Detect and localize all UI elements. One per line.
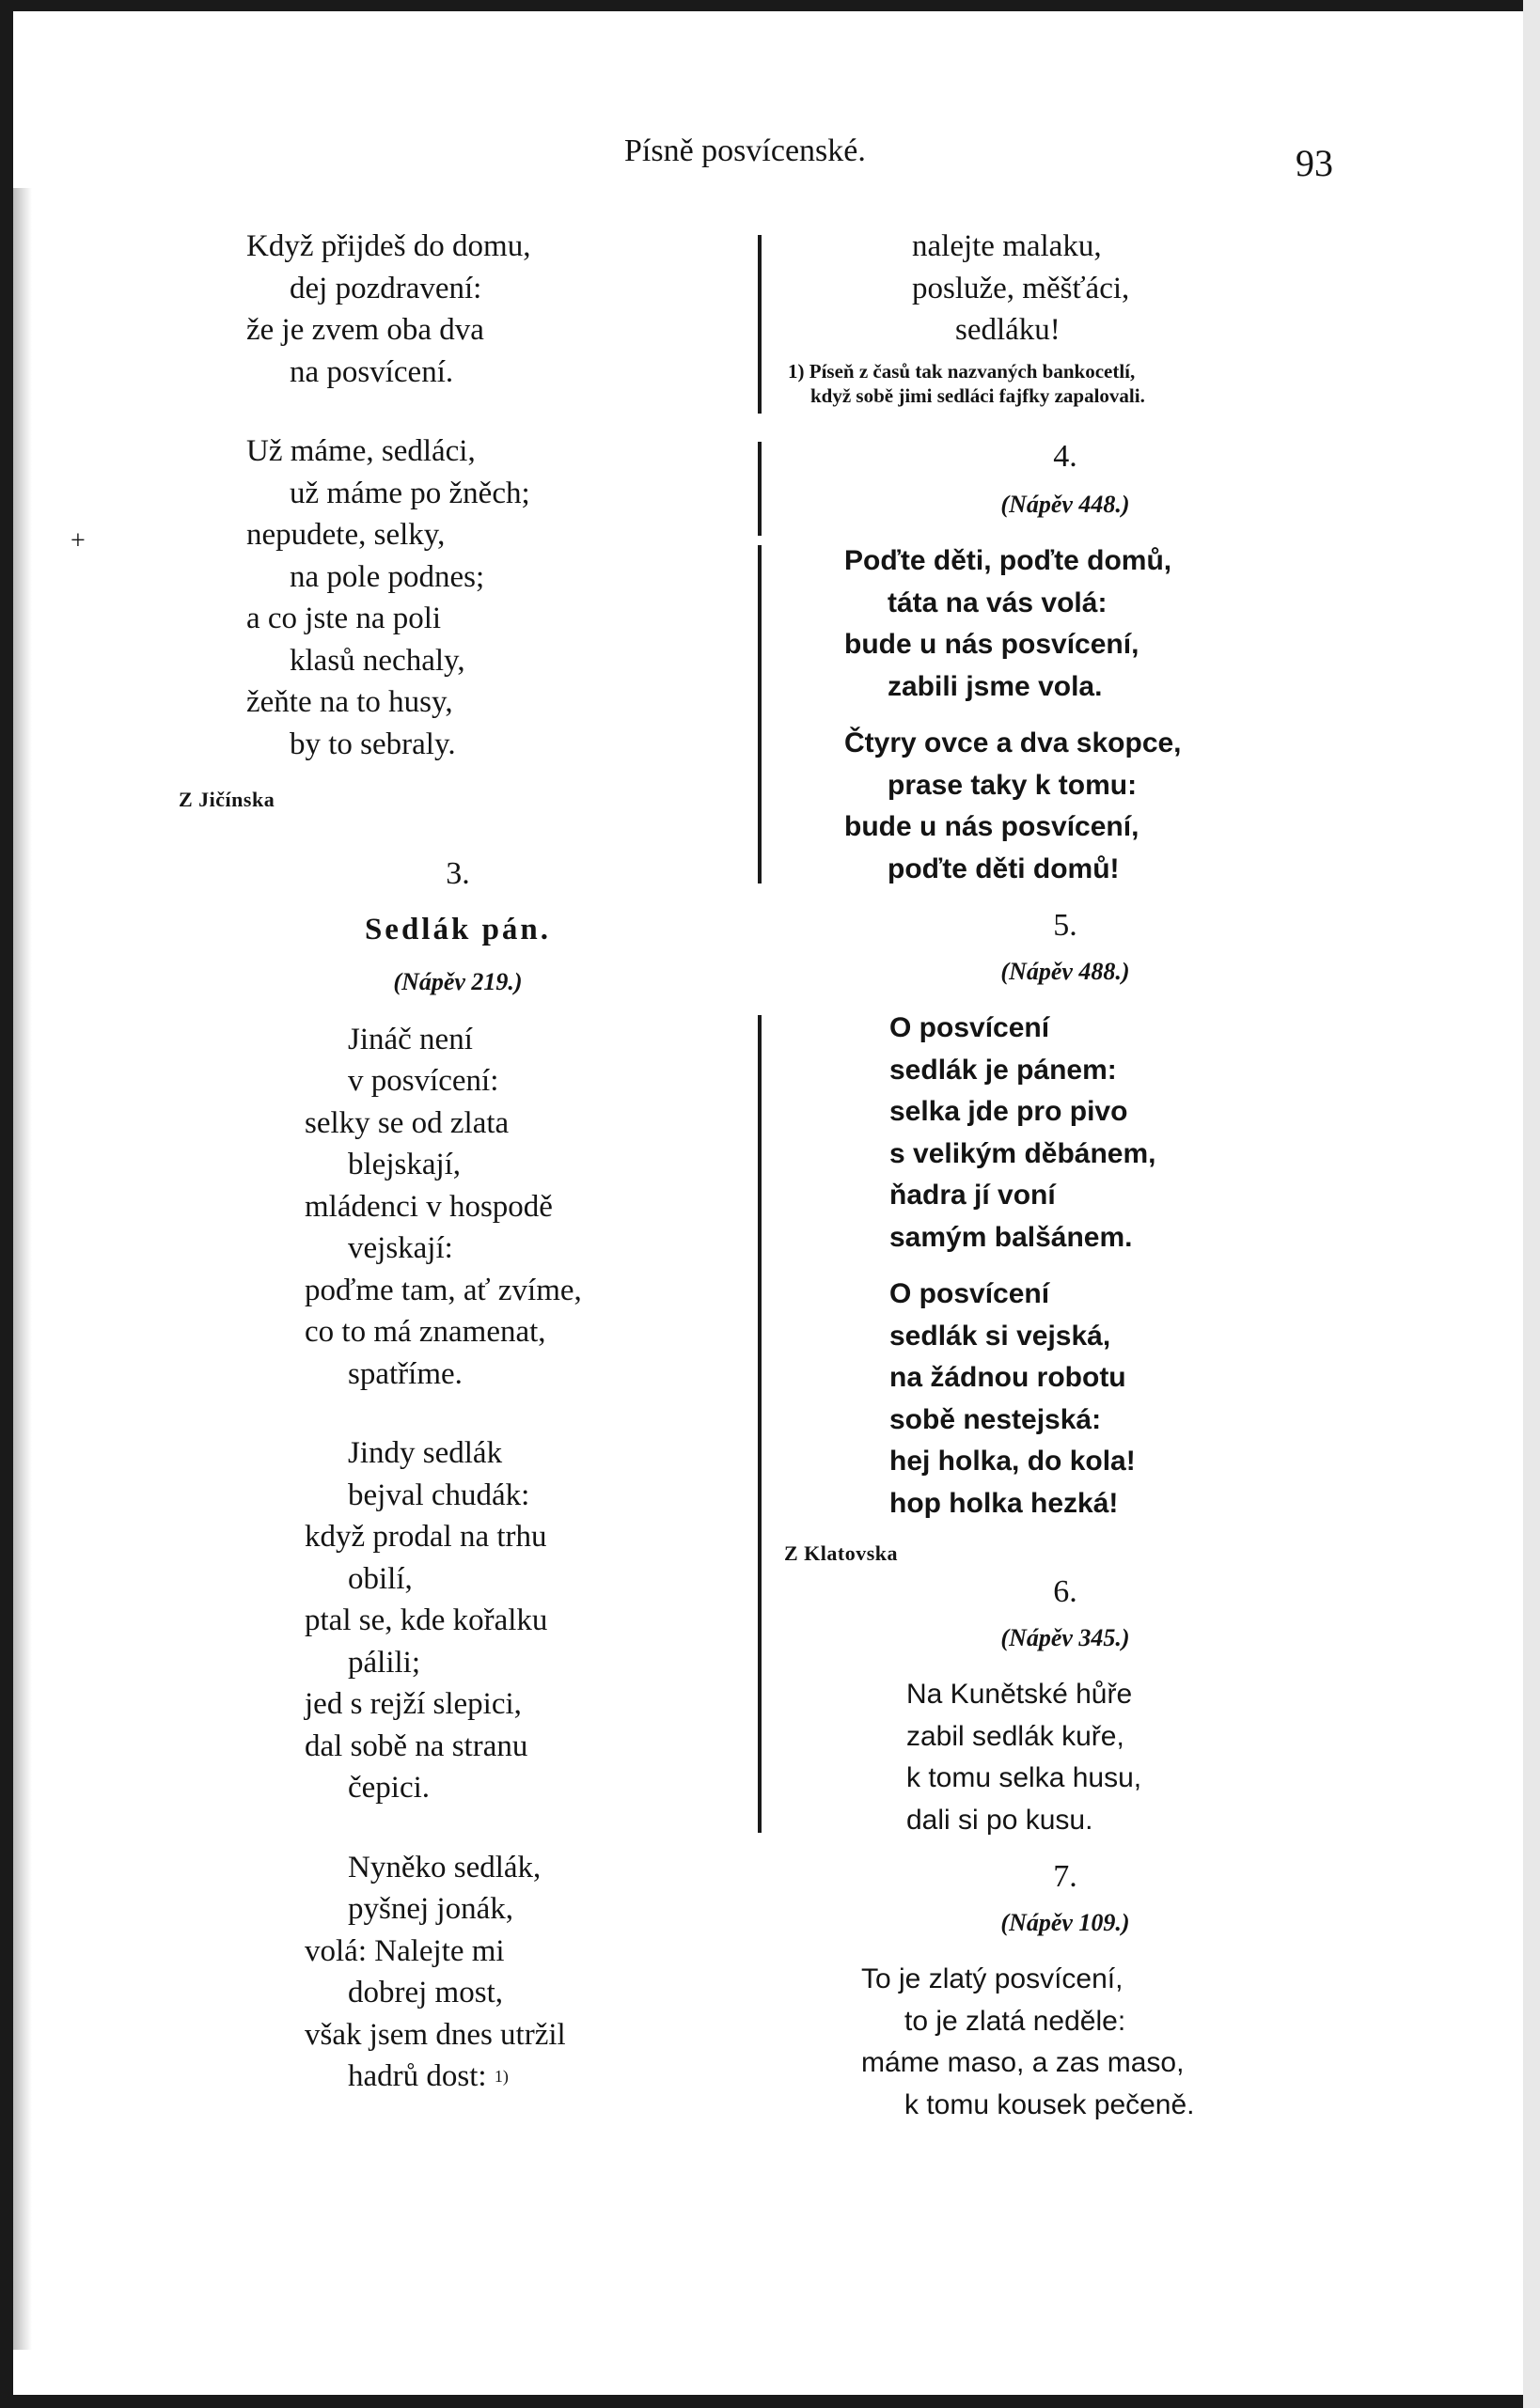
verse-line: hej holka, do kola! [889,1446,1136,1477]
verse-line: žeňte na to husy, [246,685,453,719]
verse-line: v posvícení: [348,1064,499,1098]
verse-line: O posvícení [889,1012,1050,1043]
verse-line [305,2056,716,2098]
column-divider [758,1015,762,1833]
verse-line: to je zlatá neděle: [904,2005,1126,2037]
verse-line: sedlák si vejská, [889,1320,1111,1352]
verse-line: už máme po žněch; [290,476,530,510]
song-source: Z Klatovska [784,1541,899,1565]
verse-line: Když přijdeš do domu, [246,229,531,263]
verse-line: Na Kunětské hůře [906,1679,1133,1710]
verse-line: když prodal na trhu [305,1520,547,1554]
right-column [844,226,1333,352]
verse-line: sobě nestejská: [889,1403,1102,1435]
song-6 [844,1571,1333,2126]
verse-line: Jináč není [348,1022,473,1056]
verse-line: nepudete, selky, [246,518,446,552]
page-number: 93 [1296,142,1333,184]
verse-line: Čtyry ovce a dva skopce, [844,727,1182,758]
stanza [844,723,1333,890]
stanza [889,1274,1333,1525]
verse-line: by to sebraly. [290,727,456,761]
verse-line: bejval chudák: [348,1478,530,1512]
verse-line: Poďte děti, poďte domů, [844,545,1172,576]
verse-line: spatříme. [348,1356,463,1391]
left-column [246,226,735,765]
verse-line: na žádnou robotu [889,1362,1126,1393]
verse-line: však jsem dnes utržil [305,2017,566,2052]
verse-line: bude u nás posvícení, [844,811,1139,842]
verse-line: hop holka hezká! [889,1487,1119,1519]
stanza [305,1847,716,2098]
tune-reference: (Nápěv 448.) [1000,490,1130,518]
scan-border-left [0,0,13,2408]
verse-line: k tomu kousek pečeně. [904,2088,1195,2120]
verse-text: hadrů dost: [348,2059,487,2093]
verse-line: O posvícení [889,1278,1050,1309]
song-number: 4. [1053,439,1077,474]
verse-line: na pole podnes; [290,559,485,594]
gutter-shadow [13,188,32,2350]
column-divider [758,442,762,536]
footnote-marker: 1) [788,360,805,383]
song-number: 3. [446,856,470,891]
verse-line: k tomu selka husu, [906,1762,1142,1793]
song-3 [246,853,716,2098]
margin-mark: + [71,526,86,555]
verse-line: zabili jsme vola. [888,670,1103,702]
verse-line: s velikým děbánem, [889,1137,1156,1169]
verse-line: selka jde pro pivo [889,1096,1128,1127]
verse-line: mládenci v hospodě [305,1189,553,1224]
verse-line: samým balšánem. [889,1221,1133,1253]
verse-line: nalejte malaku, [912,229,1102,263]
stanza [246,430,735,765]
verse-line: prase taky k tomu: [888,769,1138,801]
verse-line: vejskají: [348,1231,453,1265]
tune-reference: (Nápěv 345.) [1000,1623,1130,1651]
scan-border-top [0,0,1540,11]
verse-line: na posvícení. [290,354,454,389]
song-number: 7. [1053,1859,1077,1894]
column-divider [758,545,762,883]
verse-line: bude u nás posvícení, [844,629,1139,660]
scan-border-bottom [0,2395,1540,2408]
tune-reference: (Nápěv 109.) [1000,1908,1130,1936]
verse-line: máme maso, a zas maso, [861,2047,1185,2078]
verse-line: a co jste na poli [246,602,442,635]
verse-line: pyšnej jonák, [348,1892,513,1926]
verse-line: posluže, měšťáci, [912,271,1130,305]
song-number: 6. [1053,1574,1077,1609]
verse-line: pálili; [348,1645,420,1680]
stanza [906,1674,1333,1841]
verse-line: selky se od zlata [305,1105,510,1140]
verse-line: táta na vás volá: [888,586,1108,618]
verse-line: klasů nechaly, [290,643,465,678]
stanza [305,1432,716,1809]
verse-line: dali si po kusu. [906,1804,1093,1836]
stanza [246,226,735,393]
tune-reference: (Nápěv 488.) [1000,957,1130,985]
verse-line: sedlák je pánem: [889,1054,1117,1086]
verse-line: ňadra jí voní [889,1180,1056,1211]
verse-line: volá: Nalejte mi [305,1933,505,1968]
stanza [844,540,1333,708]
footnote-line [788,359,1352,383]
footnote-line: když sobě jimi sedláci fajfky zapalovali. [810,384,1145,407]
verse-line: co to má znamenat, [305,1315,546,1349]
verse-line: čepici. [348,1771,431,1805]
stanza [861,1959,1333,2126]
song-4 [844,436,1333,1525]
verse-line: poďte děti domů! [888,852,1120,884]
verse-line: Jindy sedlák [348,1436,503,1470]
scan-border-right [1523,0,1540,2408]
verse-line: Nyněko sedlák, [348,1850,542,1884]
verse-line: že je zvem oba dva [246,313,484,347]
verse-line: To je zlatý posvícení, [861,1963,1124,1994]
verse-line: dal sobě na stranu [305,1728,528,1763]
verse-line: sedláku! [955,313,1061,347]
song-title: Sedlák pán. [364,912,552,946]
stanza [889,1008,1333,1259]
verse-line: blejskají, [348,1148,462,1181]
footnote-text: Píseň z časů tak nazvaných bankocetlí, [809,360,1136,383]
column-divider [758,235,762,414]
tune-reference: (Nápěv 219.) [393,968,523,995]
verse-line: poďme tam, ať zvíme, [305,1273,582,1307]
verse-line: dej pozdravení: [290,271,482,305]
verse-line: dobrej most, [348,1976,503,2009]
verse-line: zabil sedlák kuře, [906,1720,1124,1752]
song-source: Z Jičínska [179,788,275,811]
song-number: 5. [1053,908,1077,943]
footnote-reference: 1) [494,2067,509,2086]
stanza [305,1019,716,1396]
stanza [912,226,1333,352]
verse-line: Už máme, sedláci, [246,434,476,468]
verse-line: jed s rejží slepici, [305,1687,522,1721]
running-head: Písně posvícenské. [624,133,866,168]
verse-line: obilí, [348,1561,413,1596]
footnote [788,359,1352,408]
verse-line: ptal se, kde kořalku [305,1603,548,1637]
